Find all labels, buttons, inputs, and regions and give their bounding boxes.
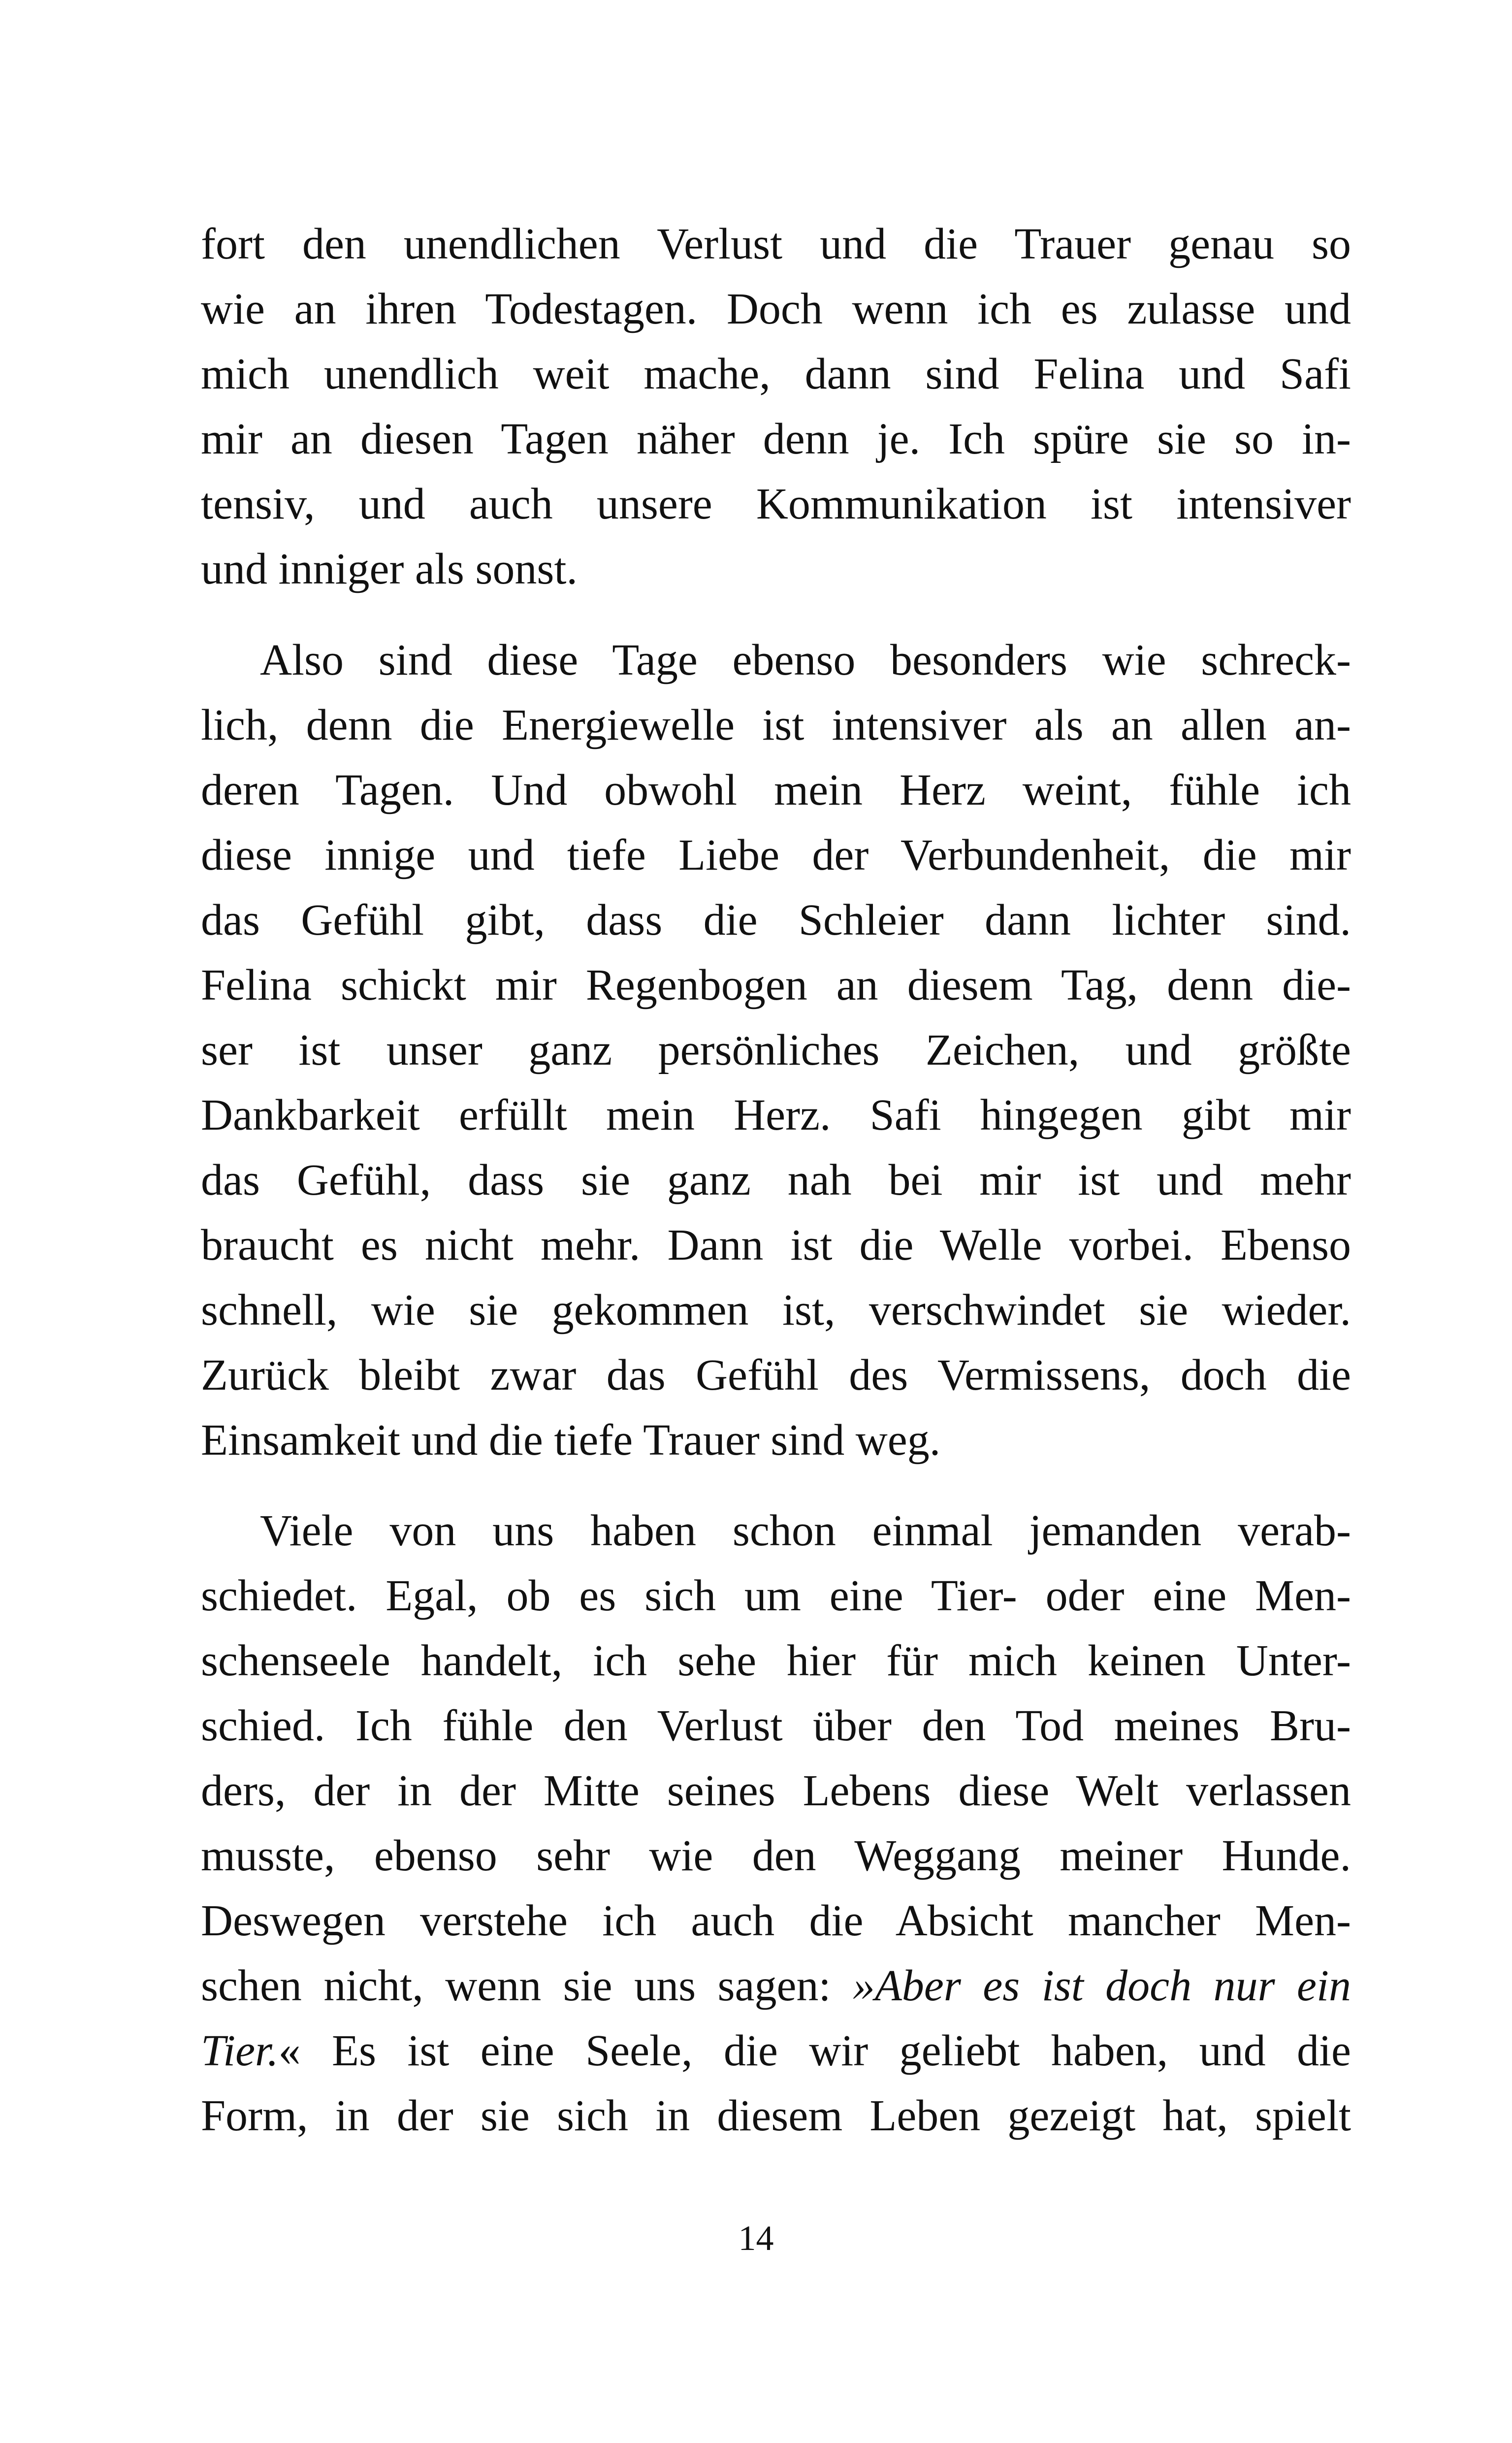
- quote-italic-text: »Aber es ist doch nur ein: [852, 1961, 1351, 2010]
- text-line: braucht es nicht mehr. Dann ist die Welle vorbei. Ebenso: [201, 1221, 1351, 1270]
- text-line: und inniger als sonst.: [201, 545, 578, 593]
- text-line: schnell, wie sie gekommen ist, verschwindet sie wieder.: [201, 1286, 1351, 1335]
- text-line: diese innige und tiefe Liebe der Verbundenheit, die mir: [201, 831, 1351, 879]
- text-line: tensiv, und auch unsere Kommunikation ist intensiver: [201, 480, 1351, 528]
- text-line: deren Tagen. Und obwohl mein Herz weint, fühle ich: [201, 766, 1351, 814]
- text-line: das Gefühl, dass sie ganz nah bei mir ist und mehr: [201, 1156, 1351, 1205]
- text-line: ders, der in der Mitte seines Lebens diese Welt verlassen: [201, 1766, 1351, 1815]
- text-line: Zurück bleibt zwar das Gefühl des Vermissens, doch die: [201, 1351, 1351, 1400]
- text-line: mich unendlich weit mache, dann sind Felina und Safi: [201, 350, 1351, 398]
- text-line: Einsamkeit und die tiefe Trauer sind weg.: [201, 1416, 941, 1465]
- paragraph-2: [201, 628, 1351, 1473]
- text-line: ser ist unser ganz persönliches Zeichen, und größte: [201, 1026, 1351, 1075]
- text-line-with-quote: [201, 2019, 1351, 2084]
- text-line: das Gefühl gibt, dass die Schleier dann lichter sind.: [201, 896, 1351, 945]
- text-line: Felina schickt mir Regenbogen an diesem Tag, denn die-: [201, 961, 1351, 1010]
- text-segment: schen nicht, wenn sie uns sagen:: [201, 1961, 853, 2010]
- text-line: schenseele handelt, ich sehe hier für mich keinen Unter-: [201, 1636, 1351, 1685]
- text-line: lich, denn die Energiewelle ist intensiver als an allen an-: [201, 701, 1351, 749]
- text-line: Viele von uns haben schon einmal jemanden verab-: [260, 1506, 1351, 1555]
- text-line: Also sind diese Tage ebenso besonders wie schreck-: [260, 636, 1351, 684]
- quote-italic-text: Tier.: [201, 2026, 279, 2075]
- text-line: mir an diesen Tagen näher denn je. Ich spüre sie so in-: [201, 415, 1351, 463]
- text-line: Form, in der sie sich in diesem Leben gezeigt hat, spielt: [201, 2091, 1351, 2140]
- text-line: fort den unendlichen Verlust und die Trauer genau so: [201, 220, 1351, 268]
- text-line: schiedet. Egal, ob es sich um eine Tier- oder eine Men-: [201, 1571, 1351, 1620]
- text-line-with-quote: [201, 1954, 1351, 2019]
- text-line: Deswegen verstehe ich auch die Absicht mancher Men-: [201, 1896, 1351, 1945]
- text-line: wie an ihren Todestagen. Doch wenn ich es zulasse und: [201, 285, 1351, 333]
- text-segment: « Es ist eine Seele, die wir geliebt haben, und die: [278, 2026, 1351, 2075]
- paragraph-3: [201, 1498, 1351, 2149]
- text-line: musste, ebenso sehr wie den Weggang meiner Hunde.: [201, 1831, 1351, 1880]
- text-line: Dankbarkeit erfüllt mein Herz. Safi hingegen gibt mir: [201, 1091, 1351, 1140]
- page-number: 14: [738, 2218, 774, 2258]
- paragraph-1: [201, 212, 1351, 602]
- text-line: schied. Ich fühle den Verlust über den Tod meines Bru-: [201, 1701, 1351, 1750]
